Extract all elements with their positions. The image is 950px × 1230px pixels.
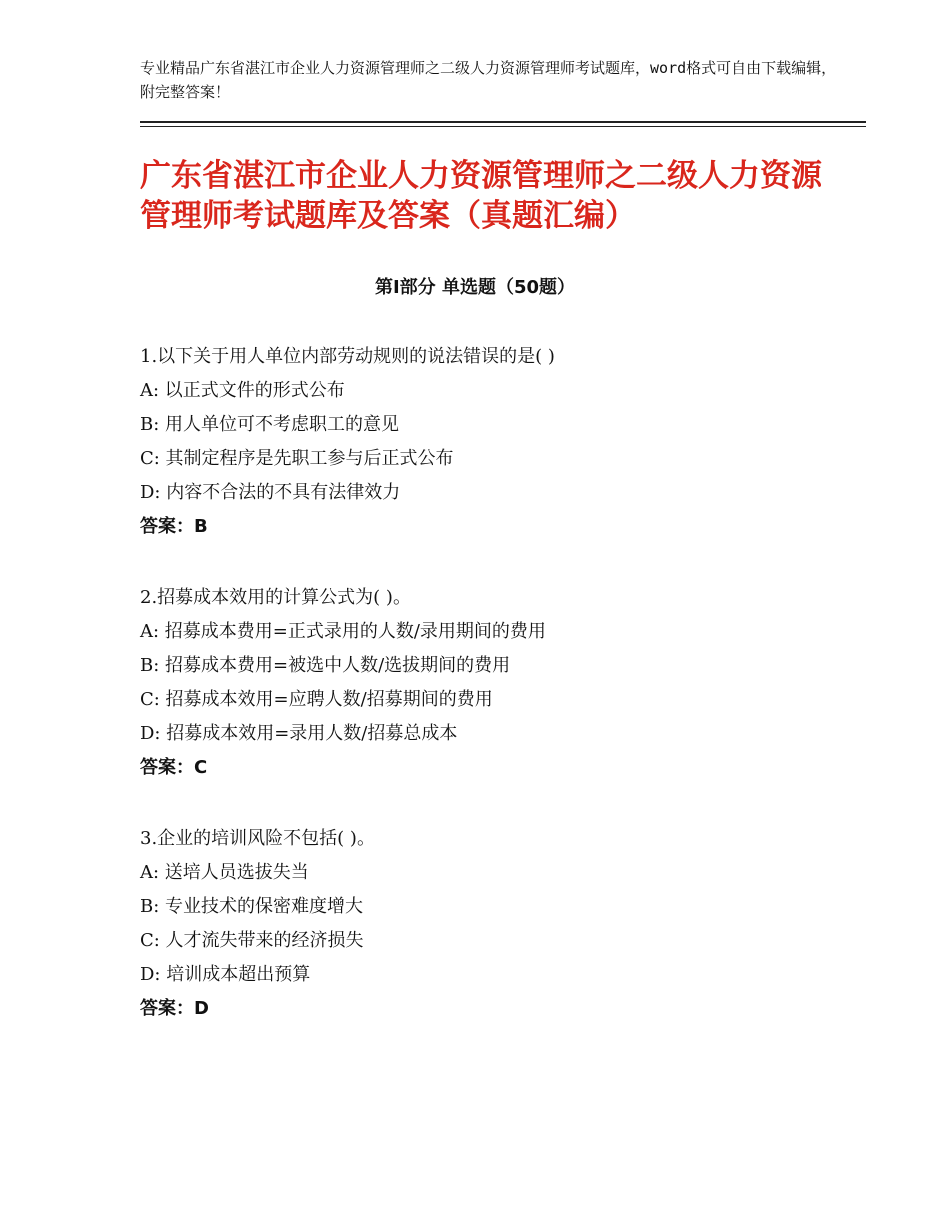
option-d: D: 招募成本效用=录用人数/招募总成本 [140, 723, 458, 744]
question-stem: 3.企业的培训风险不包括( )。 [140, 828, 375, 849]
option-c: C: 人才流失带来的经济损失 [140, 930, 364, 951]
header-note: 专业精品广东省湛江市企业人力资源管理师之二级人力资源管理师考试题库，word格式可自由下载编辑，附完整答案！ [140, 59, 837, 101]
answer: 答案：D [140, 998, 209, 1019]
option-b: B: 用人单位可不考虑职工的意见 [140, 414, 400, 435]
document-title: 广东省湛江市企业人力资源管理师之二级人力资源管理师考试题库及答案（真题汇编） [140, 158, 822, 234]
option-c: C: 招募成本效用=应聘人数/招募期间的费用 [140, 689, 493, 710]
option-b: B: 招募成本费用=被选中人数/选拔期间的费用 [140, 655, 511, 676]
option-d: D: 内容不合法的不具有法律效力 [140, 482, 401, 503]
question-list [140, 340, 860, 1063]
question-2 [140, 581, 860, 785]
question-stem: 1.以下关于用人单位内部劳动规则的说法错误的是( ) [140, 346, 555, 367]
question-stem: 2.招募成本效用的计算公式为( )。 [140, 587, 411, 608]
option-a: A: 送培人员选拔失当 [140, 862, 309, 883]
header-divider-thick [140, 121, 866, 123]
option-a: A: 招募成本费用=正式录用的人数/录用期间的费用 [140, 621, 546, 642]
option-c: C: 其制定程序是先职工参与后正式公布 [140, 448, 454, 469]
question-3 [140, 822, 860, 1026]
question-1 [140, 340, 860, 544]
answer: 答案：C [140, 757, 208, 778]
answer: 答案：B [140, 516, 208, 537]
option-a: A: 以正式文件的形式公布 [140, 380, 345, 401]
header-divider-thin [140, 126, 866, 127]
option-d: D: 培训成本超出预算 [140, 964, 311, 985]
section-heading: 第Ⅰ部分 单选题（50题） [374, 277, 575, 298]
option-b: B: 专业技术的保密难度增大 [140, 896, 364, 917]
